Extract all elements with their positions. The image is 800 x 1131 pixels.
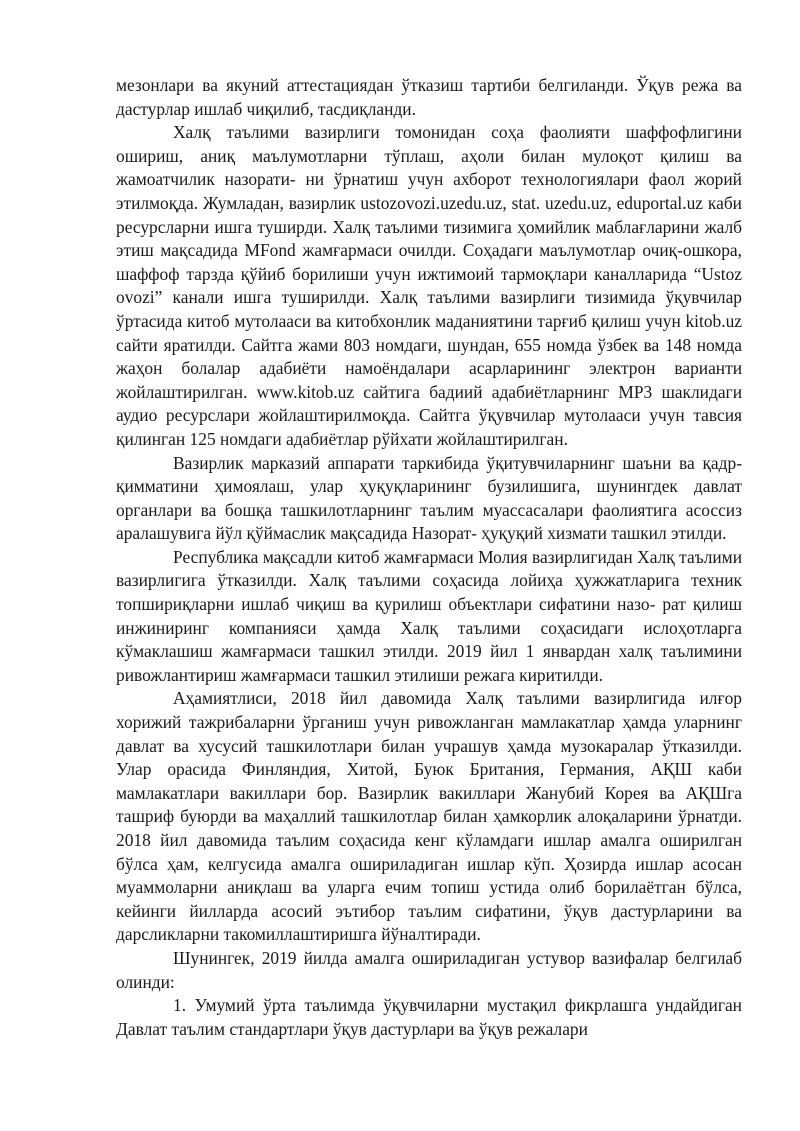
- paragraph-legal-service: Вазирлик марказий аппарати таркибида ўқитувчиларнинг шаъни ва қадр-қимматини ҳимоялаш, улар ҳуқуқларининг бузилишига, шунингдек давлат органлари ва бошқа ташкилотларнинг таълим муассасалари фаолиятига асоссиз аралашувига йўл қўймаслик мақсадида Назорат- ҳуқуқий хизмати ташкил этилди.: [116, 452, 742, 544]
- paragraph-it-transparency: Халқ таълими вазирлиги томонидан соҳа фаолияти шаффофлигини ошириш, аниқ маълумотларни тўплаш, аҳоли билан мулоқот қилиш ва жамоатчилик назорати- ни ўрнатиш учун ахборот технологиялари фаол жорий этилмоқда. Жумладан, вазирлик ustozovozi.uzedu.uz, stat. uzedu.uz, eduportal.uz каби ресурсларни ишга туширди. Халқ таълими тизимига ҳомийлик маблағларини жалб этиш мақсадида MFond жамғармаси очилди. Соҳадаги маълумотлар очиқ-ошкора, шаффоф тарзда қўйиб борилиши учун ижтимоий тармоқлари каналларида “Ustoz ovozi” канали ишга туширилди. Халқ таълими вазирлиги тизимида ўқувчилар ўртасида китоб мутолааси ва китобхонлик маданиятини тарғиб қилиш учун kitob.uz сайти яратилди. Сайтга жами 803 номдаги, шундан, 655 номда ўзбек ва 148 номда жаҳон болалар адабиёти намоёндалари асарларининг электрон варианти жойлаштирилган. www.kitob.uz сайтига бадиий адабиётларнинг MP3 шаклидаги аудио ресурслари жойлаштирилмоқда. Сайтга ўқувчилар мутолааси учун тавсия қилинган 125 номдаги адабиётлар рўйхати жойлаштирилган.: [116, 122, 742, 449]
- paragraph-priorities-intro: Шунингек, 2019 йилда амалга ошириладиган устувор вазифалар белгилаб олинди:: [116, 947, 742, 992]
- document-body: [116, 74, 742, 1041]
- list-item-1: 1. Умумий ўрта таълимда ўқувчиларни мустақил фикрлашга ундайдиган Давлат таълим стандартлари ўқув дастурлари ва ўқув режалари: [116, 995, 742, 1039]
- paragraph-international: Аҳамиятлиси, 2018 йил давомида Халқ таълими вазирлигида илғор хорижий тажрибаларни ўрганиш учун ривожланган мамлакатлар ҳамда уларнинг давлат ва хусусий ташкилотлари билан учрашув ҳамда музокаралар ўтказилди. Улар орасида Финляндия, Хитой, Буюк Британия, Германия, АҚШ каби мамлакатлари вакиллари бор. Вазирлик вакиллари Жанубий Корея ва АҚШга ташриф буюрди ва маҳаллий ташкилотлар билан ҳамкорлик алоқаларини ўрнатди. 2018 йил давомида таълим соҳасида кенг кўламдаги ишлар амалга оширилган бўлса ҳам, келгусида амалга ошириладиган ишлар кўп. Ҳозирда ишлар асосан муаммоларни аниқлаш ва уларга ечим топиш устида олиб борилаётган бўлса, кейинги йилларда асосий эътибор таълим сифатини, ўқув дастурларини ва дарсликларни такомиллаштиришга йўналтиради.: [116, 688, 742, 945]
- paragraph-continuation: мезонлари ва якуний аттестациядан ўтказиш тартиби белгиланди. Ўқув режа ва дастурлар ишлаб чиқилиб, тасдиқланди.: [116, 75, 742, 119]
- paragraph-book-fund: Республика мақсадли китоб жамғармаси Молия вазирлигидан Халқ таълими вазирлигига ўтказилди. Халқ таълими соҳасида лойиҳа ҳужжатларига техник топшириқларни ишлаб чиқиш ва қурилиш объектлари сифатини назо- рат қилиш инжиниринг компанияси ҳамда Халқ таълими соҳасидаги ислоҳотларга кўмаклашиш жамғармаси ташкил этилди. 2019 йил 1 январдан халқ таълимини ривожлантириш жамғармаси ташкил этилиши режага киритилди.: [116, 546, 742, 685]
